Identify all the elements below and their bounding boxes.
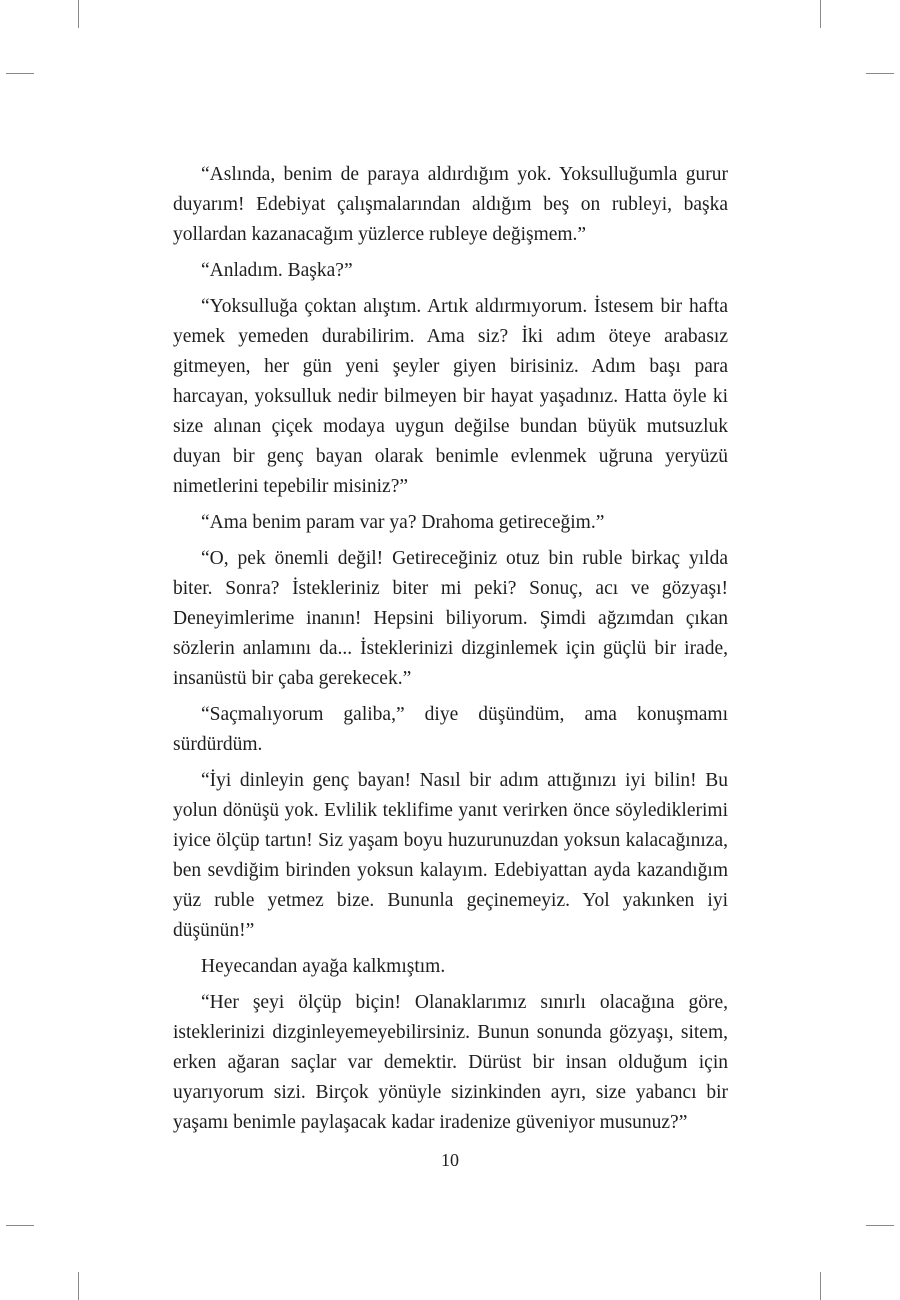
crop-mark-top-left	[78, 0, 79, 28]
paragraph: “Aslında, benim de paraya aldırdığım yok. Yoksulluğumla gurur duyarım! Edebiyat çalışmalarından aldığım beş on rubleyi, başka yollardan kazanacağım yüzlerce rubleye değişmem.”	[173, 164, 728, 245]
crop-mark-top-right	[820, 0, 821, 28]
paragraph: “Ama benim param var ya? Drahoma getireceğim.”	[201, 512, 605, 533]
crop-mark-right-upper	[866, 73, 894, 74]
page-number: 10	[441, 1150, 459, 1170]
crop-mark-left-lower	[6, 1225, 34, 1226]
crop-mark-bottom-right	[820, 1272, 821, 1300]
paragraph: “İyi dinleyin genç bayan! Nasıl bir adım attığınızı iyi bilin! Bu yolun dönüşü yok. Evlilik teklifime yanıt verirken önce söylediklerimi iyice ölçüp tartın! Siz yaşam boyu huzurunuzdan yoksun kalacağınıza, ben sevdiğim birinden yoksun kalayım. Edebiyattan ayda kazandığım yüz ruble yetmez bize. Bununla geçinemeyiz. Yol yakınken iyi düşünün!”	[173, 770, 728, 941]
paragraph: “Saçmalıyorum galiba,” diye düşündüm, ama konuşmamı sürdürdüm.	[173, 704, 728, 755]
body-text	[173, 160, 728, 1144]
paragraph: “Anladım. Başka?”	[201, 260, 353, 281]
paragraph: “O, pek önemli değil! Getireceğiniz otuz bin ruble birkaç yılda biter. Sonra? İstekleriniz biter mi peki? Sonuç, acı ve gözyaşı! Deneyimlerime inanın! Hepsini biliyorum. Şimdi ağzımdan çıkan sözlerin anlamını da... İsteklerinizi dizginlemek için güçlü bir irade, insanüstü bir çaba gerekecek.”	[173, 548, 728, 689]
crop-mark-bottom-left	[78, 1272, 79, 1300]
paragraph: Heyecandan ayağa kalkmıştım.	[201, 956, 446, 977]
crop-mark-right-lower	[866, 1225, 894, 1226]
paragraph: “Her şeyi ölçüp biçin! Olanaklarımız sınırlı olacağına göre, isteklerinizi dizginleyemeyebilirsiniz. Bunun sonunda gözyaşı, sitem, erken ağaran saçlar var demektir. Dürüst bir insan olduğum için uyarıyorum sizi. Birçok yönüyle sizinkinden ayrı, size yabancı bir yaşamı benimle paylaşacak kadar iradenize güveniyor musunuz?”	[173, 992, 728, 1133]
crop-mark-left-upper	[6, 73, 34, 74]
paragraph: “Yoksulluğa çoktan alıştım. Artık aldırmıyorum. İstesem bir hafta yemek yemeden durabilirim. Ama siz? İki adım öteye arabasız gitmeyen, her gün yeni şeyler giyen birisiniz. Adım başı para harcayan, yoksulluk nedir bilmeyen bir hayat yaşadınız. Hatta öyle ki size alınan çiçek modaya uygun değilse bundan büyük mutsuzluk duyan bir genç bayan olarak benimle evlenmek uğruna yeryüzü nimetlerini tepebilir misiniz?”	[173, 296, 728, 497]
